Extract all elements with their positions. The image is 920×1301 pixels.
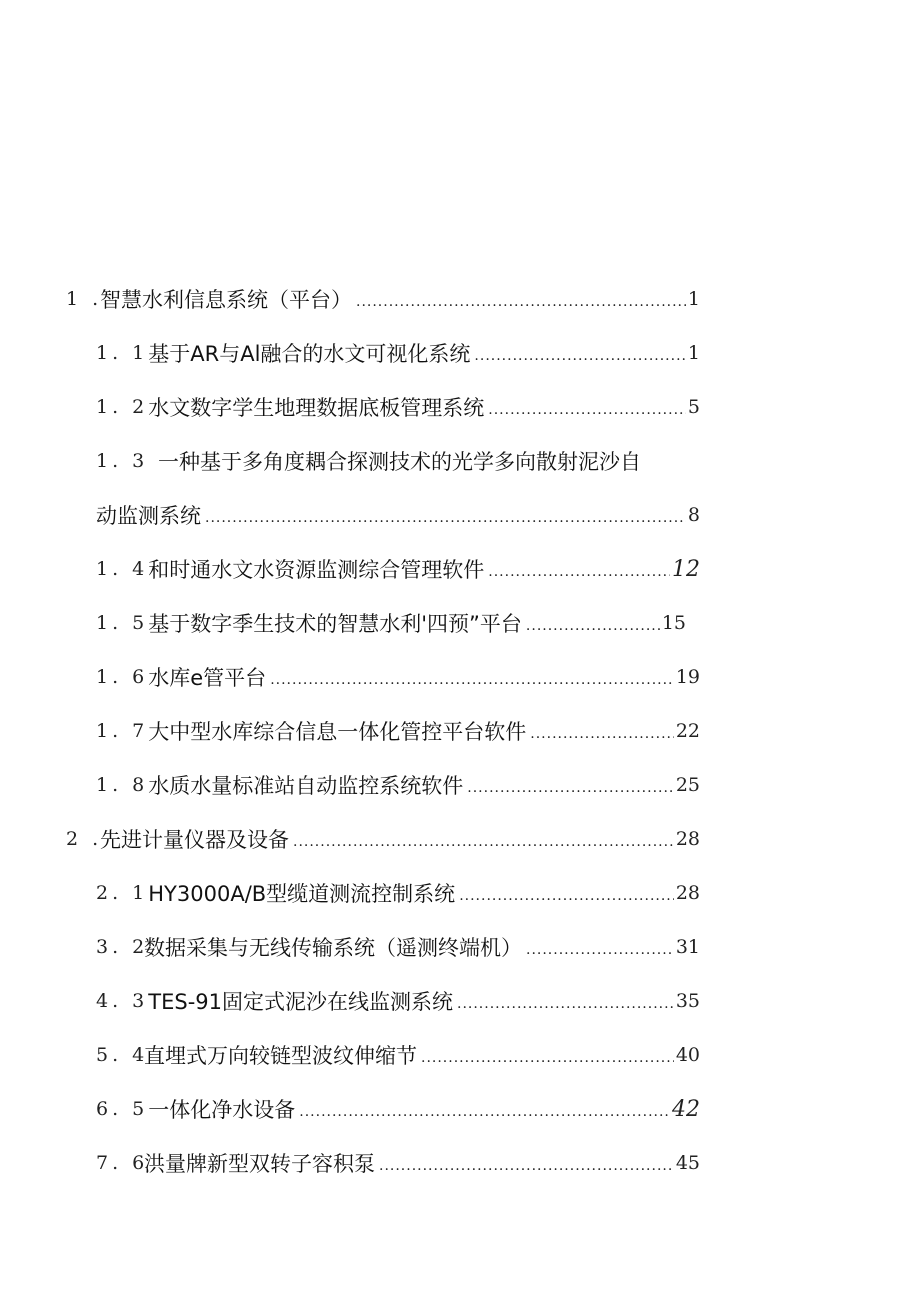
toc-title-continuation: 动监测系统 [96, 504, 201, 528]
toc-title: 大中型水库综合信息一体化管控平台软件 [148, 720, 527, 744]
toc-title: HY3000A/B型缆道测流控制系统 [148, 882, 456, 906]
toc-number: 1. 4 [96, 558, 149, 580]
toc-page-number: 19 [675, 666, 700, 688]
toc-title: 和时通水文水资源监测综合管理软件 [148, 558, 485, 582]
toc-page-number: 12 [672, 556, 700, 582]
toc-leader [488, 564, 670, 580]
toc-page-number: 35 [675, 990, 700, 1012]
toc-leader [205, 510, 686, 526]
toc-page-number: 1 [687, 342, 700, 364]
toc-page-number: 22 [675, 720, 700, 742]
toc-entry[interactable] [0, 866, 920, 920]
toc-title: TES-91固定式泥沙在线监测系统 [148, 990, 453, 1014]
toc-page-number: 5 [687, 396, 700, 418]
toc-number: 1. 6 [96, 666, 149, 688]
toc-entry[interactable] [0, 812, 920, 866]
toc-page-number: 25 [675, 774, 700, 796]
toc-title: 水质水量标准站自动监控系统软件 [148, 774, 464, 798]
toc-leader [526, 618, 660, 634]
toc-leader [299, 1104, 670, 1120]
toc-entry[interactable] [0, 434, 920, 488]
toc-title: 洪量牌新型双转子容积泵 [144, 1152, 375, 1176]
toc-title: 基于数字季生技术的智慧水利'四预”平台 [148, 612, 522, 636]
toc-entry[interactable] [0, 1082, 920, 1136]
toc-leader [488, 402, 686, 418]
toc-page-number: 31 [675, 936, 700, 958]
toc-page-number: 15 [661, 612, 686, 634]
toc-leader [474, 348, 685, 364]
toc-entry-continuation[interactable] [0, 488, 920, 542]
toc-number: 6. 5 [96, 1098, 149, 1120]
toc-leader [526, 942, 674, 958]
toc-entry[interactable] [0, 542, 920, 596]
toc-entry[interactable] [0, 920, 920, 974]
toc-leader [457, 996, 674, 1012]
toc-title: 智慧水利信息系统（平台） [100, 288, 352, 312]
toc-page-number: 1 [687, 288, 700, 310]
toc-number: 7. 6 [96, 1152, 149, 1174]
toc-title: 水文数字学生地理数据底板管理系统 [148, 396, 485, 420]
toc-number: 1 . [66, 288, 103, 310]
toc-number: 1. 2 [96, 396, 149, 418]
toc-title: 数据采集与无线传输系统（遥测终端机） [144, 936, 522, 960]
toc-number: 5. 4 [96, 1044, 149, 1066]
toc-number: 1. 7 [96, 720, 149, 742]
toc-leader [467, 780, 674, 796]
toc-page-number: 45 [675, 1152, 700, 1174]
toc-leader [530, 726, 674, 742]
toc-page-number: 28 [675, 828, 700, 850]
toc-number: 2. 1 [96, 882, 149, 904]
toc-title: 先进计量仪器及设备 [100, 828, 289, 852]
toc-number: 2 . [66, 828, 103, 850]
toc-title: 直埋式万向较链型波纹伸缩节 [144, 1044, 417, 1068]
toc-number: 1. 8 [96, 774, 149, 796]
toc-entry[interactable] [0, 1028, 920, 1082]
toc-title: 一体化净水设备 [148, 1098, 296, 1122]
toc-leader [270, 672, 674, 688]
toc-leader [379, 1158, 674, 1174]
toc-entry[interactable] [0, 596, 920, 650]
toc-leader [421, 1050, 674, 1066]
toc-entry[interactable] [0, 974, 920, 1028]
toc-title: 水库e管平台 [148, 666, 267, 690]
toc-entry[interactable] [0, 650, 920, 704]
toc-entry[interactable] [0, 272, 920, 326]
toc-number: 1. 3 [96, 450, 149, 472]
toc-entry[interactable] [0, 380, 920, 434]
toc-number: 1. 5 [96, 612, 149, 634]
toc-entry[interactable] [0, 704, 920, 758]
toc-number: 4. 3 [96, 990, 149, 1012]
toc-number: 1. 1 [96, 342, 149, 364]
toc-entry[interactable] [0, 326, 920, 380]
toc-entry[interactable] [0, 1136, 920, 1190]
toc-page-number: 42 [672, 1096, 700, 1122]
toc-leader [356, 294, 686, 310]
toc-entry[interactable] [0, 758, 920, 812]
toc-page-number: 28 [675, 882, 700, 904]
toc-title: 一种基于多角度耦合探测技术的光学多向散射泥沙自 [158, 450, 641, 474]
toc-number: 3. 2 [96, 936, 149, 958]
toc-page-number: 8 [687, 504, 700, 526]
toc-leader [459, 888, 674, 904]
toc-title: 基于AR与Al融合的水文可视化系统 [148, 342, 471, 366]
toc-leader [293, 834, 674, 850]
toc-page-number: 40 [675, 1044, 700, 1066]
